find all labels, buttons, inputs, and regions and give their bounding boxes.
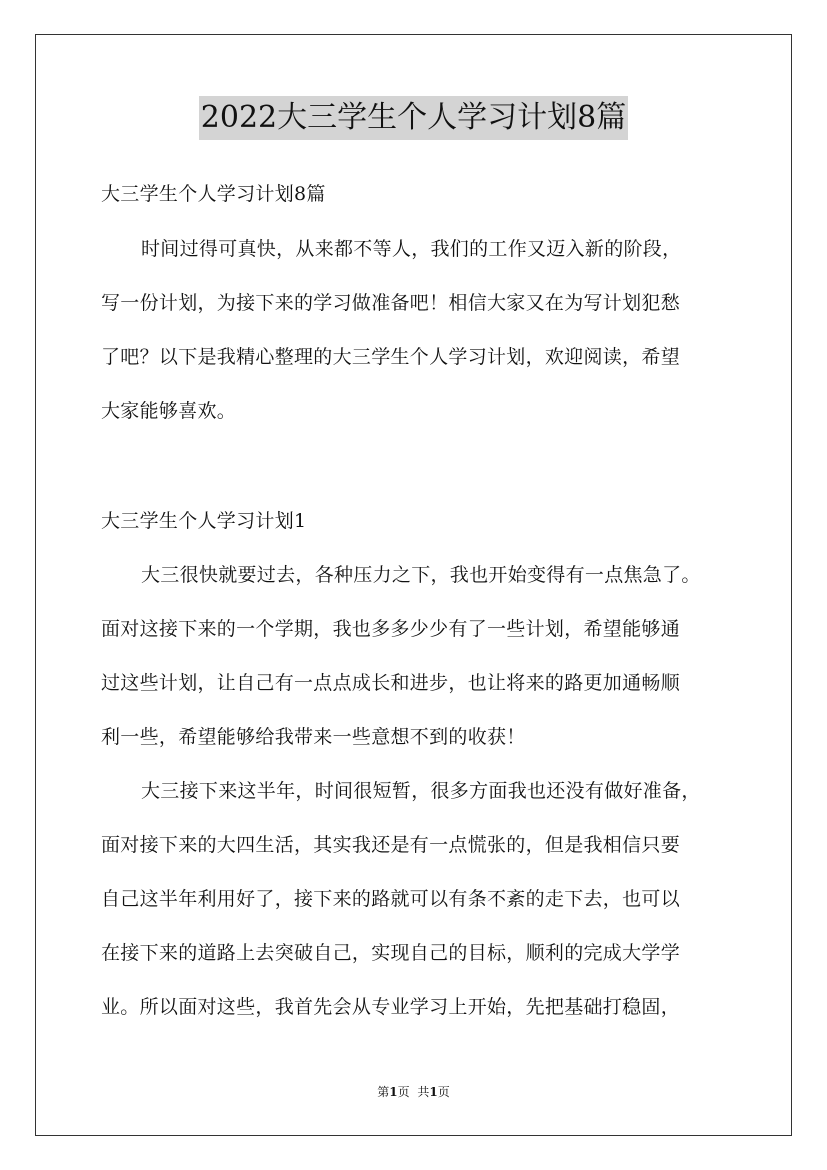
- intro-line-1: 时间过得可真快，从来都不等人，我们的工作又迈入新的阶段，: [141, 238, 682, 260]
- footer-total-prefix: 共: [417, 1085, 430, 1099]
- para2-line-1: 大三接下来这半年，时间很短暂，很多方面我也还没有做好准备，: [141, 780, 701, 802]
- footer-page-prefix: 第: [377, 1085, 390, 1099]
- intro-line-3: 了吧？以下是我精心整理的大三学生个人学习计划，欢迎阅读，希望: [101, 346, 681, 368]
- para1-line-1: 大三很快就要过去，各种压力之下，我也开始变得有一点焦急了。: [141, 564, 701, 586]
- intro-line-4: 大家能够喜欢。: [101, 400, 237, 422]
- document-title: 2022大三学生个人学习计划8篇: [199, 96, 628, 140]
- para2-line-3: 自己这半年利用好了，接下来的路就可以有条不紊的走下去，也可以: [101, 888, 681, 910]
- footer-total-suffix: 页: [437, 1085, 450, 1099]
- footer-page-suffix: 页: [397, 1085, 410, 1099]
- page-footer: [0, 1084, 827, 1100]
- para2-line-4: 在接下来的道路上去突破自己，实现自己的目标，顺利的完成大学学: [101, 942, 681, 964]
- para1-line-3: 过这些计划，让自己有一点点成长和进步，也让将来的路更加通畅顺: [101, 672, 681, 694]
- footer-page-number: 1: [389, 1085, 398, 1099]
- intro-line-2: 写一份计划，为接下来的学习做准备吧！相信大家又在为写计划犯愁: [101, 292, 681, 314]
- footer-total-number: 1: [429, 1085, 438, 1099]
- para2-line-2: 面对接下来的大四生活，其实我还是有一点慌张的，但是我相信只要: [101, 834, 681, 856]
- para1-line-2: 面对这接下来的一个学期，我也多多少少有了一些计划，希望能够通: [101, 618, 681, 640]
- title-container: [0, 96, 827, 140]
- section-heading-1: 大三学生个人学习计划1: [101, 510, 307, 532]
- doc-subtitle: 大三学生个人学习计划8篇: [101, 183, 326, 205]
- para1-line-4: 利一些，希望能够给我带来一些意想不到的收获！: [101, 726, 526, 748]
- para2-line-5: 业。所以面对这些，我首先会从专业学习上开始，先把基础打稳固，: [101, 996, 681, 1018]
